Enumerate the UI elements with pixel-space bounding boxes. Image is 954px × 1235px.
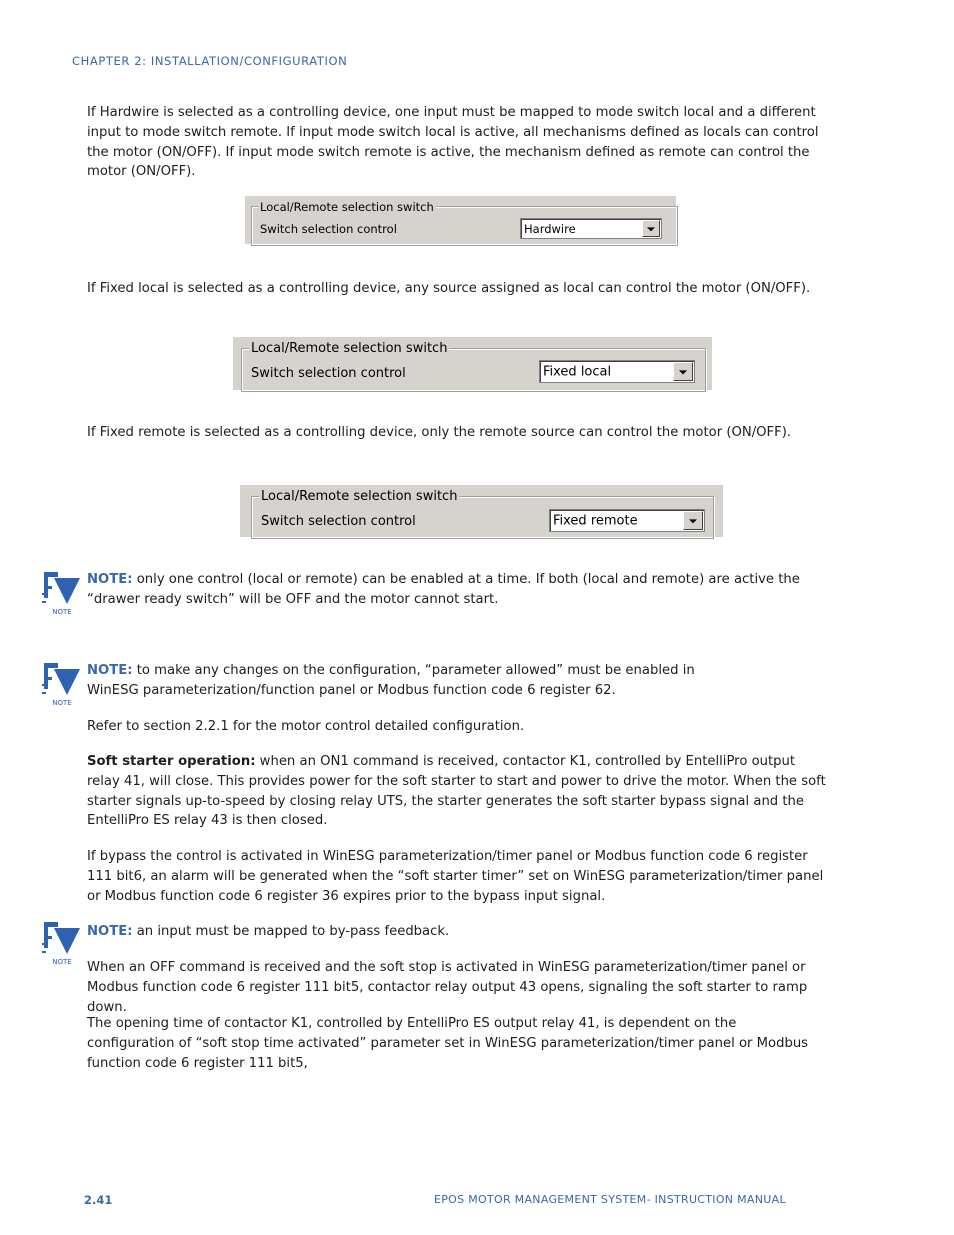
- paragraph-fixed-remote: If Fixed remote is selected as a controlling device, only the remote source can control the motor (ON/OFF).: [87, 425, 792, 440]
- paragraph-off-command: When an OFF command is received and the soft stop is activated in WinESG parameterization/timer panel or Modbus function code 6 register 111 bit5, contactor relay output 43 opens, signaling the soft starter to ramp down.: [87, 960, 808, 1015]
- note-icon: [40, 569, 84, 615]
- note-label: NOTE:: [87, 572, 133, 587]
- group-title: Local/Remote selection switch: [251, 341, 448, 356]
- switch-selection-dropdown[interactable]: [549, 509, 705, 532]
- note-label: NOTE:: [87, 663, 133, 678]
- note-body: only one control (local or remote) can be enabled at a time. If both (local and remote) are active the “drawer ready switch” will be OFF and the motor cannot start.: [87, 572, 800, 607]
- selection-panel-fixed-local: [233, 337, 712, 390]
- paragraph-opening-time: The opening time of contactor K1, controlled by EntelliPro ES output relay 41, is dependent on the configuration of “soft stop time activated” parameter set in WinESG parameterization/timer panel or Modbus function code 6 register 111 bit5,: [87, 1016, 809, 1071]
- note-text-1: [87, 570, 817, 610]
- note-label: NOTE:: [87, 924, 133, 939]
- paragraph-fixed-local: If Fixed local is selected as a controlling device, any source assigned as local can control the motor (ON/OFF).: [87, 281, 811, 296]
- svg-text:NOTE: NOTE: [52, 699, 72, 706]
- chevron-down-icon: [679, 370, 687, 374]
- manual-title: EPOS MOTOR MANAGEMENT SYSTEM- INSTRUCTION MANUAL: [434, 1193, 786, 1206]
- note-body: to make any changes on the configuration, “parameter allowed” must be enabled in WinESG parameterization/function panel or Modbus function code 6 register 62.: [87, 663, 695, 698]
- group-title: Local/Remote selection switch: [261, 489, 458, 504]
- note-text-2: [87, 661, 737, 701]
- paragraph-refer: Refer to section 2.2.1 for the motor control detailed configuration.: [87, 719, 525, 734]
- dropdown-arrow-button[interactable]: [642, 220, 660, 237]
- soft-starter-label: Soft starter operation:: [87, 754, 256, 769]
- dropdown-arrow-button[interactable]: [673, 362, 693, 381]
- group-title: Local/Remote selection switch: [260, 200, 434, 214]
- note-text-3: [87, 922, 827, 942]
- dropdown-value: Fixed local: [543, 364, 612, 379]
- selection-panel-fixed-remote: [240, 485, 723, 537]
- field-label: Switch selection control: [251, 366, 406, 381]
- svg-text:NOTE: NOTE: [52, 608, 72, 615]
- note-body: an input must be mapped to by-pass feedback.: [132, 924, 450, 939]
- chevron-down-icon: [647, 227, 655, 231]
- soft-starter-body: when an ON1 command is received, contactor K1, controlled by EntelliPro output relay 41, will close. This provides power for the soft starter to start and power to drive the motor. When the soft starter signals up-to-speed by closing relay UTS, the starter generates the soft starter bypass signal and the EntelliPro ES relay 43 is then closed.: [87, 754, 826, 829]
- switch-selection-dropdown[interactable]: [520, 218, 662, 239]
- dropdown-value: Fixed remote: [553, 513, 638, 528]
- svg-text:NOTE: NOTE: [52, 958, 72, 965]
- field-label: Switch selection control: [261, 514, 416, 529]
- paragraph-bypass: If bypass the control is activated in WinESG parameterization/timer panel or Modbus function code 6 register 111 bit6, an alarm will be generated when the “soft starter timer” set on WinESG parameterization/timer panel or Modbus function code 6 register 36 expires prior to the bypass input signal.: [87, 849, 824, 904]
- selection-panel-hardwire: [245, 196, 676, 244]
- paragraph-hardwire: If Hardwire is selected as a controlling device, one input must be mapped to mode switch local and a different input to mode switch remote. If input mode switch local is active, all mechanisms defined as locals can control the motor (ON/OFF). If input mode switch remote is active, the mechanism defined as remote can control the motor (ON/OFF).: [87, 105, 819, 180]
- dropdown-arrow-button[interactable]: [683, 511, 703, 530]
- page-number: 2.41: [84, 1193, 113, 1207]
- note-icon: [40, 919, 84, 965]
- chevron-down-icon: [689, 519, 697, 523]
- paragraph-soft-starter: [87, 752, 827, 831]
- note-icon: [40, 660, 84, 706]
- switch-selection-dropdown[interactable]: [539, 360, 695, 383]
- chapter-header: CHAPTER 2: INSTALLATION/CONFIGURATION: [72, 54, 348, 68]
- field-label: Switch selection control: [260, 222, 397, 236]
- dropdown-value: Hardwire: [524, 221, 576, 236]
